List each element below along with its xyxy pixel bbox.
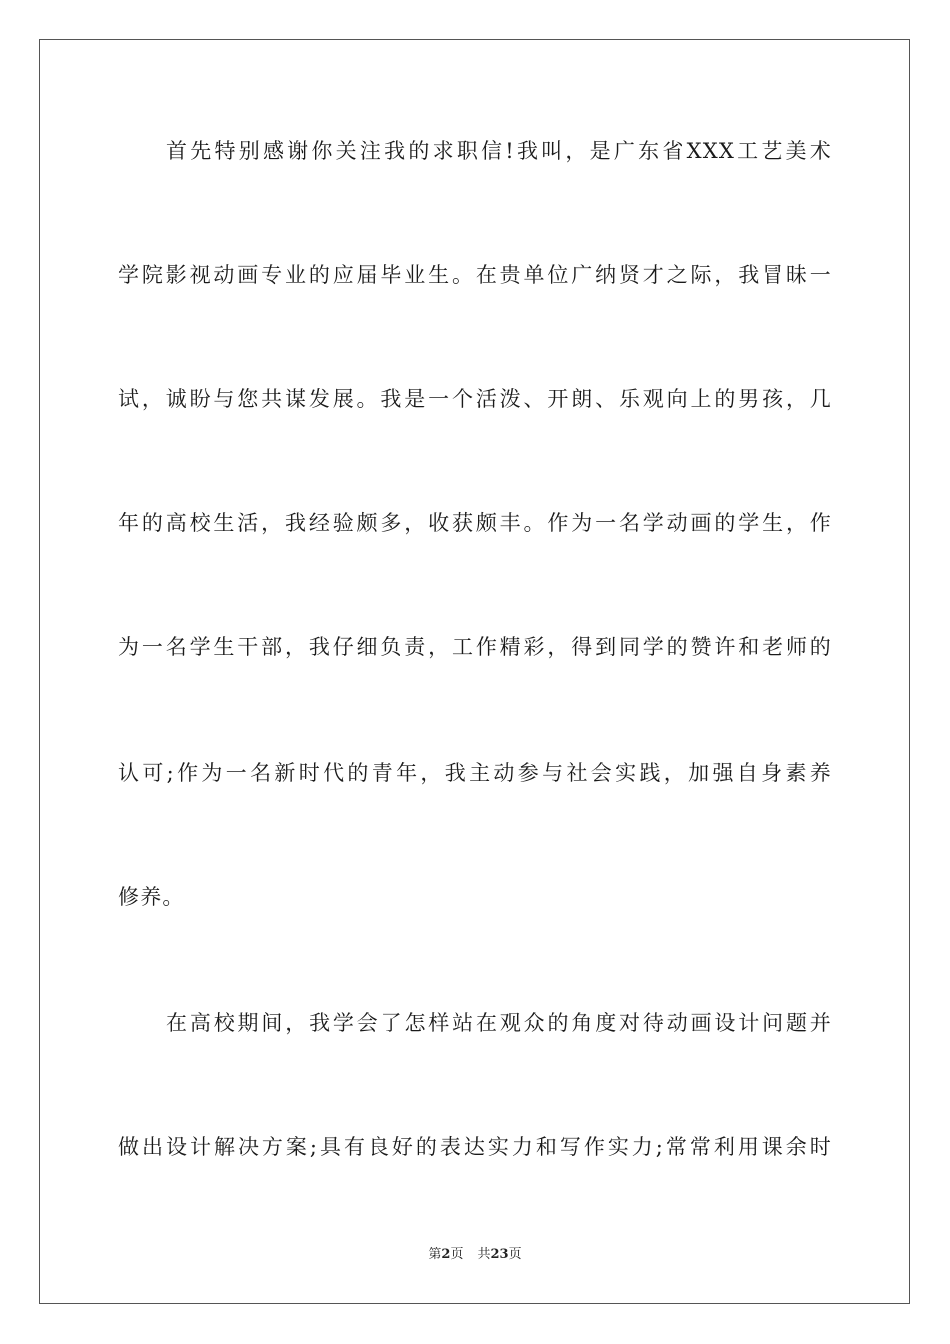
paragraph-1-line-1: 首先特别感谢你关注我的求职信!我叫，是广东省XXX工艺美术 [166,139,832,163]
paragraph-1-line-7: 修养。 [118,885,185,909]
paragraph-1-line-3: 试，诚盼与您共谋发展。我是一个活泼、开朗、乐观向上的男孩，几 [118,387,832,411]
paragraph-2-line-2: 做出设计解决方案;具有良好的表达实力和写作实力;常常利用课余时 [118,1135,832,1159]
footer-page-number: 2 [441,1247,451,1262]
footer-total-prefix: 共 [477,1247,491,1262]
footer-total-suffix: 页 [508,1247,522,1262]
paragraph-1-line-6: 认可;作为一名新时代的青年，我主动参与社会实践，加强自身素养 [118,761,832,785]
paragraph-2-line-1: 在高校期间，我学会了怎样站在观众的角度对待动画设计问题并 [166,1011,832,1035]
footer-page-suffix: 页 [450,1247,464,1262]
footer-page-prefix: 第 [428,1247,442,1262]
paragraph-1-line-4: 年的高校生活，我经验颇多，收获颇丰。作为一名学动画的学生，作 [118,511,832,535]
page-footer [0,1246,950,1264]
footer-total-number: 23 [490,1247,509,1262]
page-border [39,39,910,1304]
paragraph-1-line-5: 为一名学生干部，我仔细负责，工作精彩，得到同学的赞许和老师的 [118,635,832,659]
paragraph-1-line-2: 学院影视动画专业的应届毕业生。在贵单位广纳贤才之际，我冒昧一 [118,263,832,287]
